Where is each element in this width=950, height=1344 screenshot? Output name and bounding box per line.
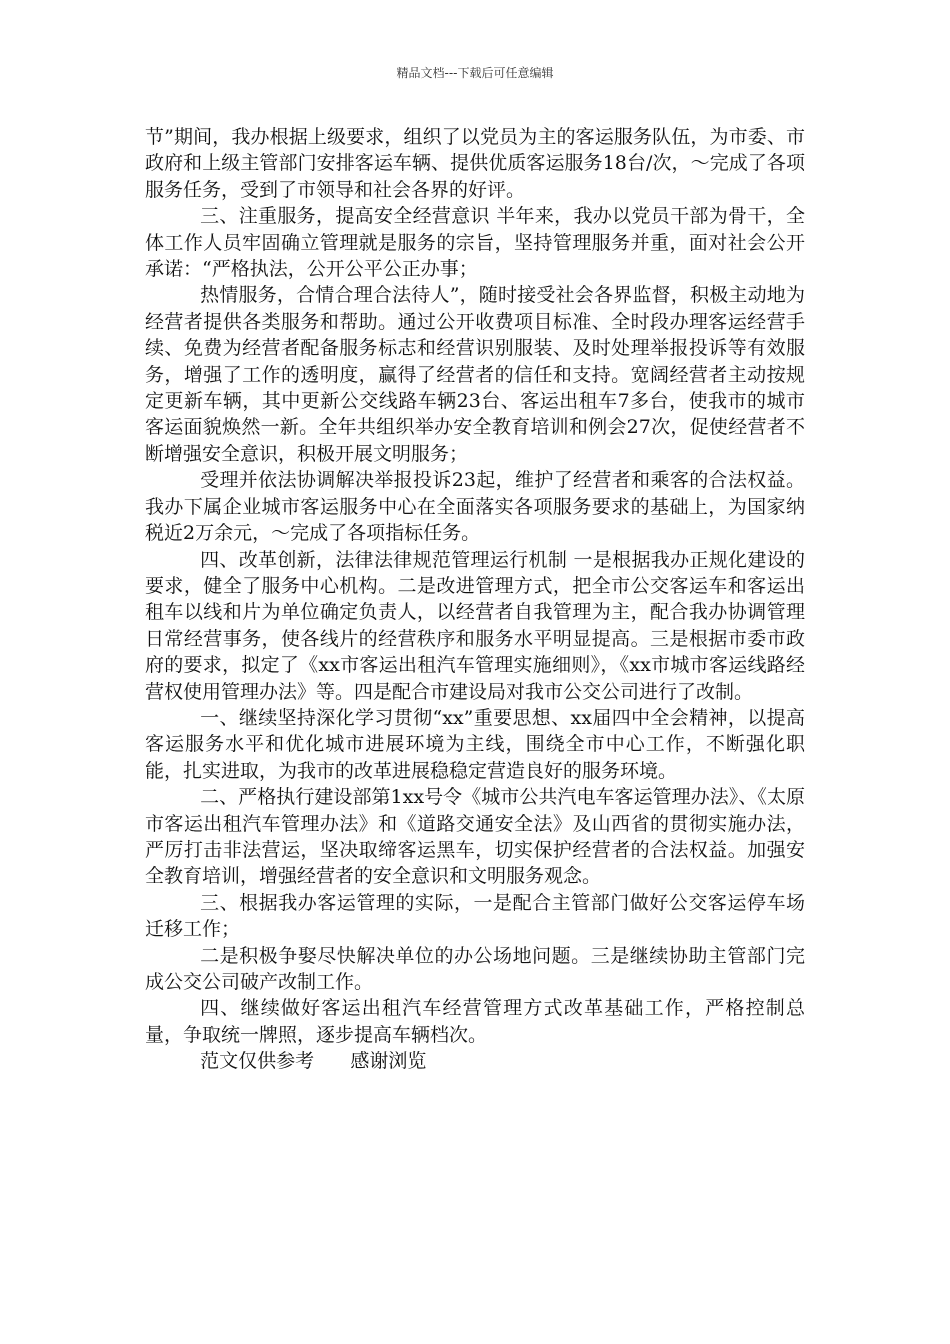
paragraph: 四、继续做好客运出租汽车经营管理方式改革基础工作，严格控制总量，争取统一牌照，逐步提高车辆档次。 xyxy=(145,997,805,1046)
paragraph: 热情服务，合情合理合法待人”，随时接受社会各界监督，积极主动地为经营者提供各类服务和帮助。通过公开收费项目标准、全时段办理客运经营手续、免费为经营者配备服务标志和经营识别服装、及时处理举报投诉等有效服务，增强了工作的透明度，赢得了经营者的信任和支持。宽阔经营者主动按规定更新车辆，其中更新公交线路车辆23台、客运出租车7多台，使我市的城市客运面貌焕然一新。全年共组织举办安全教育培训和例会27次，促使经营者不断增强安全意识，积极开展文明服务； xyxy=(145,284,805,465)
paragraph: 二是积极争娶尽快解决单位的办公场地问题。三是继续协助主管部门完成公交公司破产改制工作。 xyxy=(145,944,805,993)
document-body xyxy=(145,124,805,1075)
page-header: 精品文档---下载后可任意编辑 xyxy=(396,66,554,80)
paragraph: 一、继续坚持深化学习贯彻“xx”重要思想、xx届四中全会精神，以提高客运服务水平和优化城市进展环境为主线，围绕全市中心工作，不断强化职能，扎实进取，为我市的改革进展稳稳定营造良好的服务环境。 xyxy=(145,706,805,782)
paragraph: 三、根据我办客运管理的实际，一是配合主管部门做好公交客运停车场迁移工作； xyxy=(145,891,805,941)
closing-note-right: 感谢浏览 xyxy=(350,1050,427,1073)
paragraph: 四、改革创新，法律法律规范管理运行机制 一是根据我办正规化建设的要求，健全了服务中心机构。二是改进管理方式，把全市公交客运车和客运出租车以线和片为单位确定负责人，以经营者自我管理为主，配合我办协调管理日常经营事务，使各线片的经营秩序和服务水平明显提高。三是根据市委市政府的要求，拟定了《xx市客运出租汽车管理实施细则》，《xx市城市客运线路经营权使用管理办法》等。四是配合市建设局对我市公交公司进行了改制。 xyxy=(145,548,805,703)
paragraph: 节”期间，我办根据上级要求，组织了以党员为主的客运服务队伍，为市委、市政府和上级主管部门安排客运车辆、提供优质客运服务18台/次，～完成了各项服务任务，受到了市领导和社会各界的好评。 xyxy=(145,126,805,201)
closing-line xyxy=(145,1048,805,1074)
closing-note-left: 范文仅供参考 xyxy=(200,1050,315,1073)
paragraph: 三、注重服务，提高安全经营意识 半年来，我办以党员干部为骨干，全体工作人员牢固确立管理就是服务的宗旨，坚持管理服务并重，面对社会公开承诺：“严格执法，公开公平公正办事； xyxy=(145,205,805,281)
paragraph: 受理并依法协调解决举报投诉23起，维护了经营者和乘客的合法权益。我办下属企业城市客运服务中心在全面落实各项服务要求的基础上，为国家纳税近2万余元，～完成了各项指标任务。 xyxy=(145,469,805,545)
paragraph: 二、严格执行建设部第1xx号令《城市公共汽电车客运管理办法》、《太原市客运出租汽车管理办法》和《道路交通安全法》及山西省的贯彻实施办法，严厉打击非法营运，坚决取缔客运黑车，切实保护经营者的合法权益。加强安全教育培训，增强经营者的安全意识和文明服务观念。 xyxy=(145,786,805,888)
